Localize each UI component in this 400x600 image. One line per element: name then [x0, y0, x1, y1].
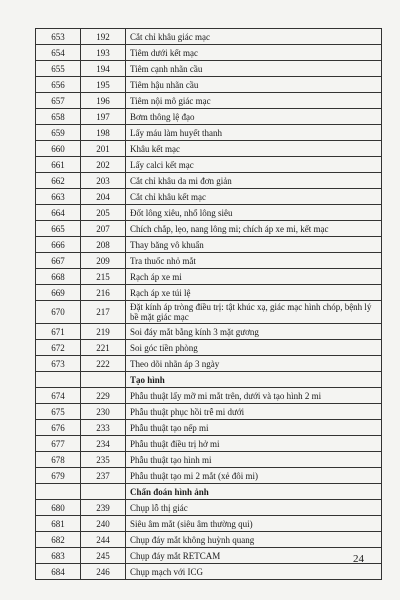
procedure-name-cell: Phẫu thuật phục hồi trễ mi dưới	[126, 404, 382, 420]
row-number-cell: 672	[36, 340, 81, 356]
procedure-table	[35, 28, 382, 580]
procedure-code-cell: 233	[81, 420, 126, 436]
row-number-cell: 655	[36, 61, 81, 77]
row-number-cell: 661	[36, 157, 81, 173]
table-row	[36, 189, 382, 205]
procedure-name-cell: Soi đáy mắt bằng kính 3 mặt gương	[126, 324, 382, 340]
procedure-code-cell: 205	[81, 205, 126, 221]
procedure-name-cell: Siêu âm mắt (siêu âm thường qui)	[126, 516, 382, 532]
table-row	[36, 500, 382, 516]
procedure-name-cell: Tiêm cạnh nhãn cầu	[126, 61, 382, 77]
table-row	[36, 109, 382, 125]
procedure-name-cell: Tạo hình	[126, 372, 382, 388]
row-number-cell	[36, 484, 81, 500]
procedure-name-cell: Tiêm nội mô giác mạc	[126, 93, 382, 109]
table-row	[36, 452, 382, 468]
procedure-code-cell: 239	[81, 500, 126, 516]
procedure-name-cell: Chụp đáy mắt RETCAM	[126, 548, 382, 564]
row-number-cell: 680	[36, 500, 81, 516]
procedure-name-cell: Rạch áp xe mi	[126, 269, 382, 285]
procedure-code-cell: 196	[81, 93, 126, 109]
table-row	[36, 253, 382, 269]
procedure-name-cell: Phẫu thuật điều trị hở mi	[126, 436, 382, 452]
procedure-name-cell: Soi góc tiền phòng	[126, 340, 382, 356]
procedure-code-cell: 237	[81, 468, 126, 484]
row-number-cell: 678	[36, 452, 81, 468]
section-header-row	[36, 372, 382, 388]
row-number-cell: 659	[36, 125, 81, 141]
procedure-name-cell: Khâu kết mạc	[126, 141, 382, 157]
procedure-name-cell: Tiêm hậu nhãn cầu	[126, 77, 382, 93]
procedure-code-cell: 216	[81, 285, 126, 301]
procedure-code-cell: 235	[81, 452, 126, 468]
procedure-name-cell: Chẩn đoán hình ảnh	[126, 484, 382, 500]
procedure-code-cell: 245	[81, 548, 126, 564]
procedure-code-cell: 203	[81, 173, 126, 189]
procedure-name-cell: Cắt chỉ khâu da mi đơn giản	[126, 173, 382, 189]
procedure-code-cell: 246	[81, 564, 126, 580]
table-row	[36, 269, 382, 285]
row-number-cell: 653	[36, 29, 81, 45]
procedure-code-cell: 215	[81, 269, 126, 285]
procedure-code-cell: 194	[81, 61, 126, 77]
procedure-name-cell: Tiêm dưới kết mạc	[126, 45, 382, 61]
procedure-code-cell: 193	[81, 45, 126, 61]
procedure-code-cell: 229	[81, 388, 126, 404]
table-row	[36, 93, 382, 109]
procedure-code-cell: 209	[81, 253, 126, 269]
procedure-code-cell: 219	[81, 324, 126, 340]
table-row	[36, 173, 382, 189]
row-number-cell: 660	[36, 141, 81, 157]
procedure-code-cell: 244	[81, 532, 126, 548]
table-row	[36, 77, 382, 93]
row-number-cell: 675	[36, 404, 81, 420]
table-row	[36, 340, 382, 356]
procedure-code-cell: 207	[81, 221, 126, 237]
row-number-cell: 657	[36, 93, 81, 109]
row-number-cell: 667	[36, 253, 81, 269]
procedure-code-cell: 240	[81, 516, 126, 532]
row-number-cell: 682	[36, 532, 81, 548]
table-row	[36, 404, 382, 420]
procedure-code-cell: 198	[81, 125, 126, 141]
row-number-cell: 677	[36, 436, 81, 452]
row-number-cell: 664	[36, 205, 81, 221]
procedure-code-cell	[81, 484, 126, 500]
row-number-cell: 674	[36, 388, 81, 404]
procedure-name-cell: Đặt kính áp tròng điều trị: tật khúc xạ, giác mạc hình chóp, bệnh lý bề mặt giác mạc	[126, 301, 382, 324]
row-number-cell: 683	[36, 548, 81, 564]
row-number-cell: 662	[36, 173, 81, 189]
procedure-name-cell: Lấy máu làm huyết thanh	[126, 125, 382, 141]
table-row	[36, 516, 382, 532]
table-row	[36, 548, 382, 564]
procedure-code-cell: 201	[81, 141, 126, 157]
procedure-code-cell: 202	[81, 157, 126, 173]
table-row	[36, 141, 382, 157]
procedure-code-cell: 197	[81, 109, 126, 125]
procedure-code-cell: 208	[81, 237, 126, 253]
row-number-cell: 681	[36, 516, 81, 532]
table-row	[36, 61, 382, 77]
table-row	[36, 468, 382, 484]
table-row	[36, 564, 382, 580]
row-number-cell: 671	[36, 324, 81, 340]
row-number-cell: 665	[36, 221, 81, 237]
row-number-cell: 669	[36, 285, 81, 301]
procedure-code-cell: 195	[81, 77, 126, 93]
row-number-cell: 663	[36, 189, 81, 205]
procedure-name-cell: Tra thuốc nhỏ mắt	[126, 253, 382, 269]
procedure-name-cell: Chích chắp, lẹo, nang lông mi; chích áp xe mi, kết mạc	[126, 221, 382, 237]
procedure-code-cell: 222	[81, 356, 126, 372]
table-row	[36, 237, 382, 253]
section-header-row	[36, 484, 382, 500]
row-number-cell: 666	[36, 237, 81, 253]
procedure-name-cell: Lấy calci kết mạc	[126, 157, 382, 173]
row-number-cell: 668	[36, 269, 81, 285]
procedure-code-cell: 221	[81, 340, 126, 356]
procedure-name-cell: Phẫu thuật tạo hình mi	[126, 452, 382, 468]
procedure-name-cell: Chụp lỗ thị giác	[126, 500, 382, 516]
table-row	[36, 45, 382, 61]
table-row	[36, 157, 382, 173]
procedure-name-cell: Phẫu thuật lấy mỡ mi mắt trên, dưới và tạo hình 2 mi	[126, 388, 382, 404]
table-row	[36, 356, 382, 372]
procedure-name-cell: Phẫu thuật tạo nếp mi	[126, 420, 382, 436]
procedure-name-cell: Rạch áp xe túi lệ	[126, 285, 382, 301]
procedure-name-cell: Phẫu thuật tạo mi 2 mắt (xẻ đôi mi)	[126, 468, 382, 484]
procedure-name-cell: Bơm thông lệ đạo	[126, 109, 382, 125]
table-row	[36, 29, 382, 45]
procedure-name-cell: Cắt chỉ khâu giác mạc	[126, 29, 382, 45]
procedure-name-cell: Cắt chỉ khâu kết mạc	[126, 189, 382, 205]
table-row	[36, 436, 382, 452]
procedure-name-cell: Chụp đáy mắt không huỳnh quang	[126, 532, 382, 548]
table-row	[36, 301, 382, 324]
procedure-code-cell: 204	[81, 189, 126, 205]
table-row	[36, 388, 382, 404]
procedure-name-cell: Đốt lông xiêu, nhổ lông siêu	[126, 205, 382, 221]
row-number-cell: 684	[36, 564, 81, 580]
table-row	[36, 285, 382, 301]
table-row	[36, 221, 382, 237]
row-number-cell: 676	[36, 420, 81, 436]
row-number-cell: 679	[36, 468, 81, 484]
row-number-cell: 670	[36, 301, 81, 324]
table-row	[36, 324, 382, 340]
procedure-code-cell: 234	[81, 436, 126, 452]
page-number: 24	[353, 553, 364, 565]
row-number-cell: 656	[36, 77, 81, 93]
table-row	[36, 125, 382, 141]
procedure-name-cell: Thay băng vô khuẩn	[126, 237, 382, 253]
procedure-code-cell: 192	[81, 29, 126, 45]
row-number-cell: 654	[36, 45, 81, 61]
procedure-code-cell: 230	[81, 404, 126, 420]
table-row	[36, 532, 382, 548]
row-number-cell: 673	[36, 356, 81, 372]
row-number-cell	[36, 372, 81, 388]
table-row	[36, 420, 382, 436]
procedure-name-cell: Chụp mạch với ICG	[126, 564, 382, 580]
table-row	[36, 205, 382, 221]
procedure-name-cell: Theo dõi nhãn áp 3 ngày	[126, 356, 382, 372]
row-number-cell: 658	[36, 109, 81, 125]
procedure-code-cell	[81, 372, 126, 388]
procedure-code-cell: 217	[81, 301, 126, 324]
